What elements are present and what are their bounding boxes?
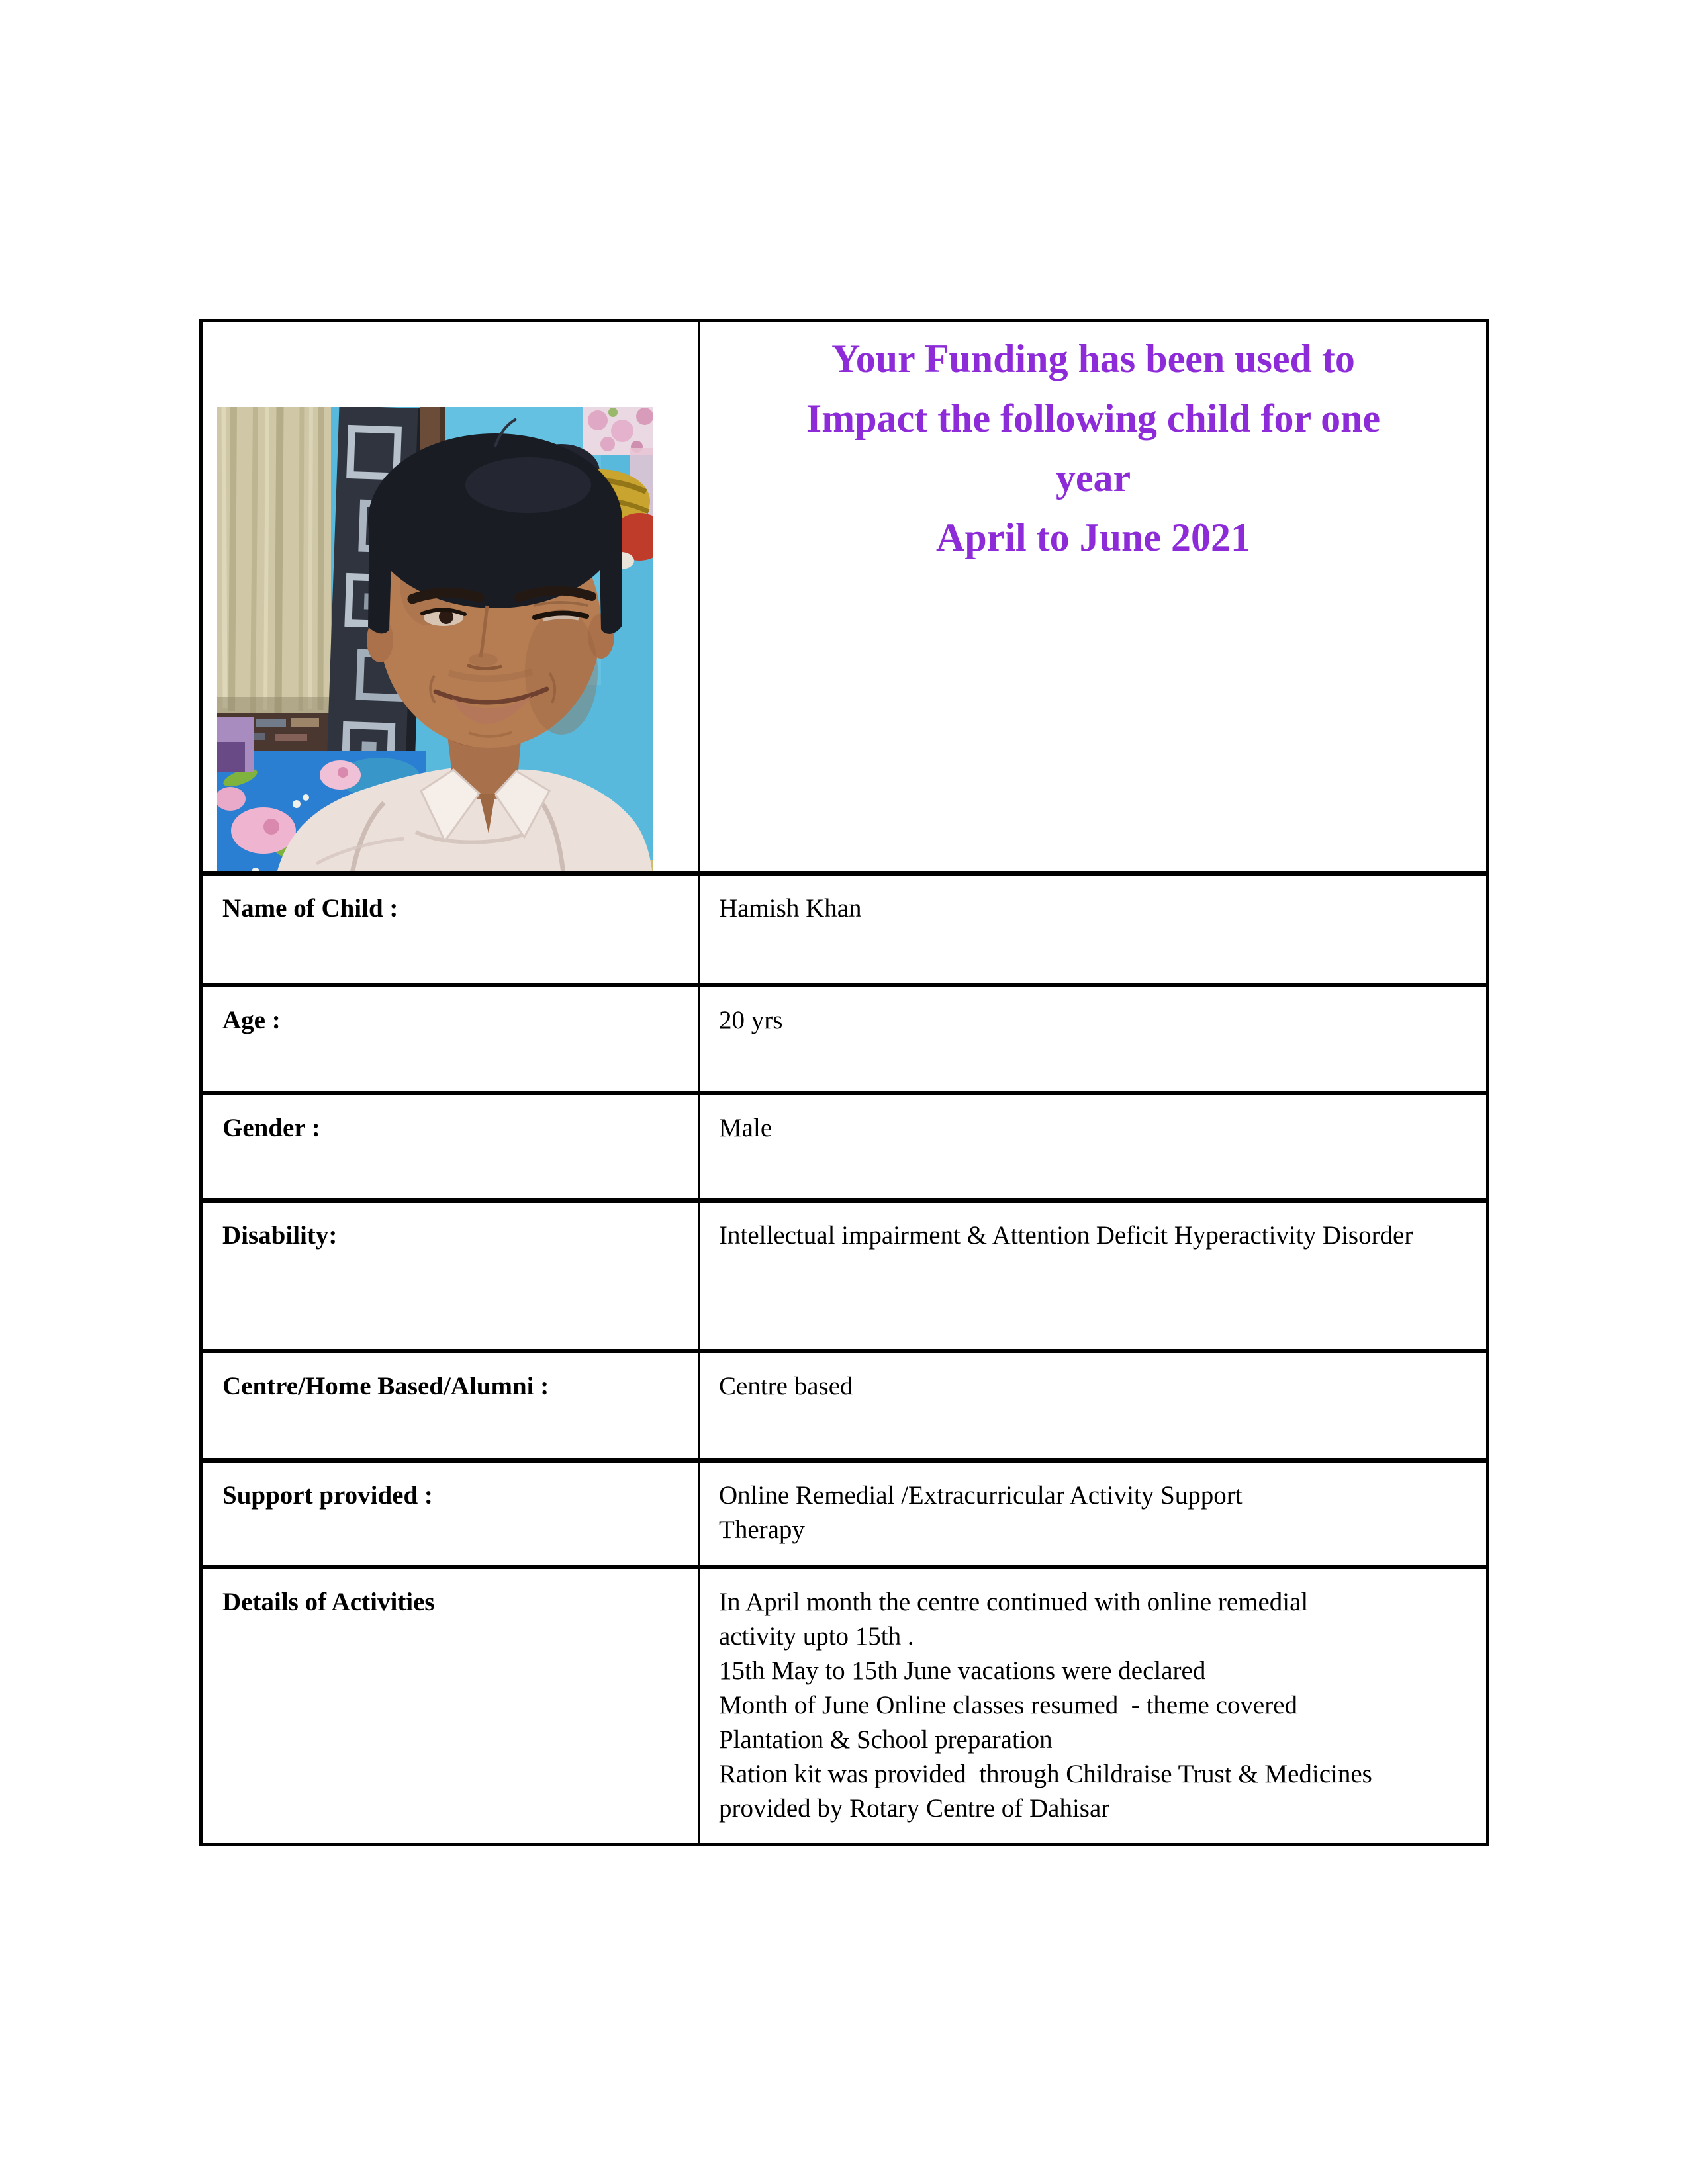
name-of-child-label: Name of Child : [203, 876, 700, 983]
row-age [203, 987, 1486, 1095]
row-name-of-child [203, 876, 1486, 987]
gender-value: Male [719, 1114, 773, 1142]
support-provided-value [700, 1463, 1486, 1565]
report-title [700, 322, 1486, 871]
details-of-activities-value [700, 1569, 1486, 1843]
details-line-1: In April month the centre continued with online remedial [719, 1588, 1309, 1616]
report-title-line-1: Your Funding has been used to [831, 337, 1355, 381]
row-support-provided [203, 1463, 1486, 1569]
details-line-3: 15th May to 15th June vacations were declared [719, 1657, 1206, 1685]
row-details-of-activities [203, 1569, 1486, 1843]
age-value: 20 yrs [719, 1006, 783, 1034]
centre-home-based-alumni-value: Centre based [719, 1372, 853, 1400]
details-of-activities-label: Details of Activities [203, 1569, 700, 1843]
report-title-line-3: year [1055, 456, 1131, 500]
support-provided-line-1: Online Remedial /Extracurricular Activity Support [719, 1481, 1243, 1510]
name-of-child-value: Hamish Khan [719, 894, 862, 923]
age-label: Age : [203, 987, 700, 1091]
row-disability [203, 1203, 1486, 1353]
row-gender [203, 1095, 1486, 1203]
support-provided-line-2: Therapy [719, 1516, 805, 1544]
funding-report-table [199, 319, 1489, 1846]
child-photo [217, 407, 653, 871]
details-line-2: activity upto 15th . [719, 1622, 914, 1651]
row-photo-heading [203, 322, 1486, 876]
details-line-5: Plantation & School preparation [719, 1725, 1053, 1754]
photo-purple-item [217, 717, 254, 772]
child-photo-cell [203, 322, 700, 871]
details-line-6: Ration kit was provided through Childraise Trust & Medicines [719, 1760, 1372, 1788]
report-title-line-2: Impact the following child for one [806, 396, 1381, 440]
centre-home-based-alumni-label: Centre/Home Based/Alumni : [203, 1353, 700, 1458]
details-line-7: provided by Rotary Centre of Dahisar [719, 1794, 1110, 1823]
photo-curtain [217, 407, 331, 717]
disability-label: Disability: [203, 1203, 700, 1349]
support-provided-label: Support provided : [203, 1463, 700, 1565]
report-title-line-4: April to June 2021 [935, 516, 1251, 559]
disability-value: Intellectual impairment & Attention Deficit Hyperactivity Disorder [719, 1221, 1413, 1250]
gender-label: Gender : [203, 1095, 700, 1198]
row-centre-home-based-alumni [203, 1353, 1486, 1463]
details-line-4: Month of June Online classes resumed - theme covered [719, 1691, 1297, 1719]
